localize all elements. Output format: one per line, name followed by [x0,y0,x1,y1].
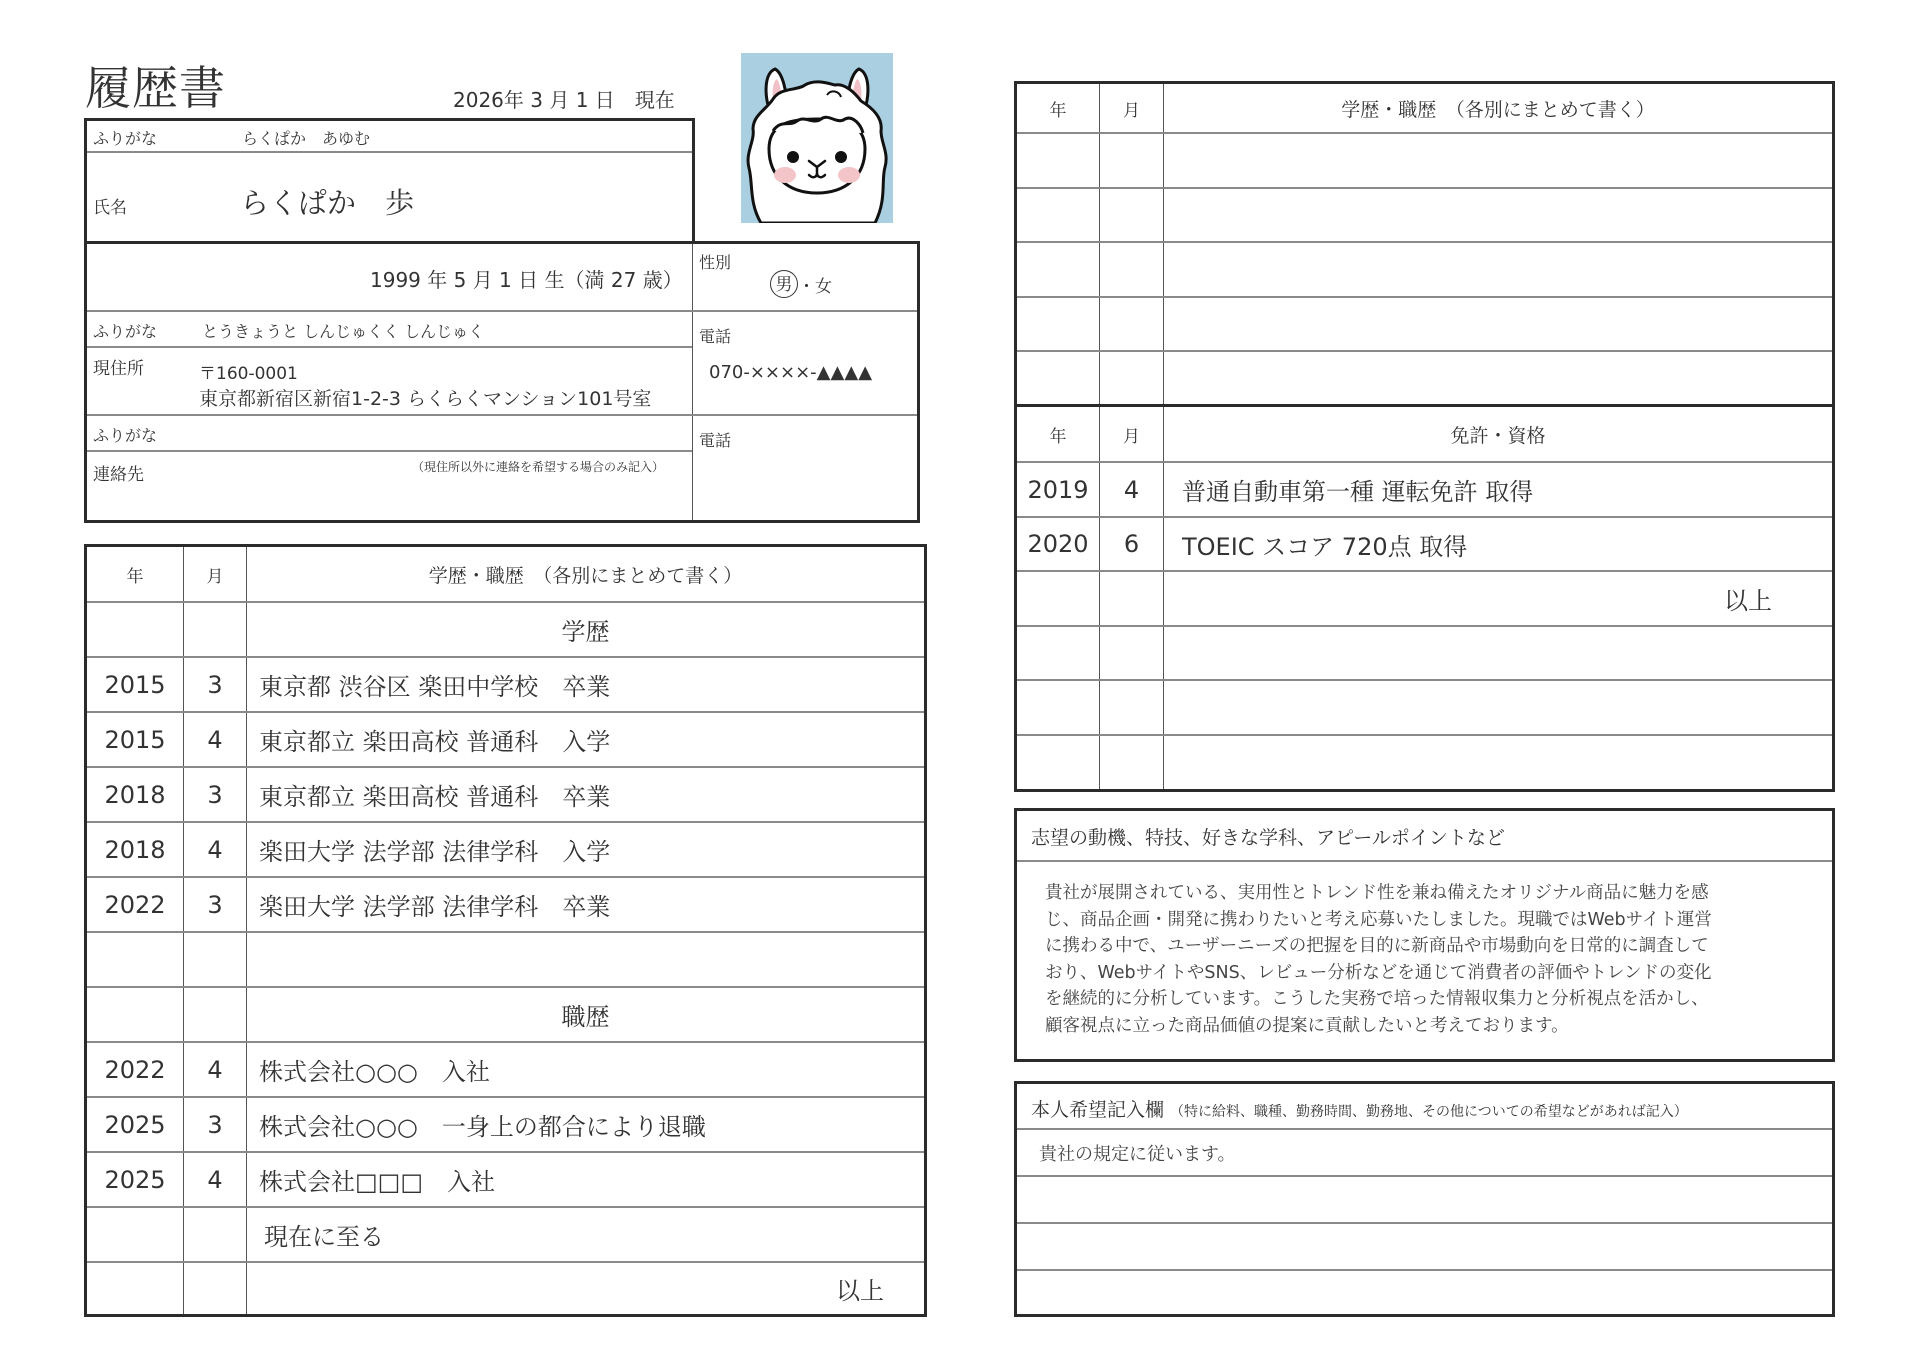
row-month [1099,298,1163,350]
row-month: 4 [183,1153,246,1206]
row-desc [1163,681,1832,734]
row-year: 2025 [104,1165,166,1194]
table-row [1017,736,1832,789]
table-row [1017,463,1832,518]
row-desc: 東京都立 楽田高校 普通科 卒業 [246,768,924,821]
row-month [1099,134,1163,187]
name-label: 氏名 [93,198,127,218]
row-year [1017,189,1099,241]
table-header-row [1017,84,1832,134]
table-row [87,933,924,988]
wishes-title: 本人希望記入欄 [1031,1099,1165,1121]
row-year: 2019 [1027,475,1089,504]
row-year: 2015 [104,725,166,754]
table-row [1017,134,1832,189]
postal-code: 〒160-0001 [199,364,298,384]
wishes-line [1017,1224,1832,1271]
table-row [1017,243,1832,298]
contact-label: 連絡先 [93,465,144,485]
header-month: 月 [1099,407,1163,461]
row-month: 3 [183,768,246,821]
table-header-row [87,547,924,603]
row-desc [1163,736,1832,789]
row-desc: 東京都立 楽田高校 普通科 入学 [246,713,924,766]
gender-label: 性別 [699,253,732,272]
row-month: 4 [183,823,246,876]
row-month [1099,736,1163,789]
row-month: 4 [183,1043,246,1096]
row-month [183,603,246,656]
row-year [1017,681,1099,734]
header-year: 年 [1049,426,1067,447]
row-desc [1163,134,1832,187]
header-month: 月 [1099,84,1163,132]
table-row [1017,681,1832,736]
table-row [1017,352,1832,407]
header-year: 年 [126,566,144,587]
address-furigana-value: とうきょうと しんじゅくく しんじゅく [202,322,485,341]
table-row [1017,189,1832,243]
table-row [1017,627,1832,681]
row-year [87,988,183,1041]
gender-male-selected[interactable]: 男 [770,270,798,298]
furigana-label: ふりがな [93,129,158,148]
row-desc: 楽田大学 法学部 法律学科 卒業 [246,878,924,931]
row-month: 3 [183,1098,246,1151]
motivation-line: 貴社が展開されている、実用性とトレンド性を兼ね備えたオリジナル商品に魅力を感 [1045,883,1709,903]
row-year [87,1208,183,1261]
document-title: 履歴書 [85,61,226,115]
contact-furigana-label: ふりがな [93,426,158,445]
row-desc: TOEIC スコア 720点 取得 [1163,518,1832,570]
motivation-line: おり、WebサイトやSNS、レビュー分析などを通じて消費者の評価やトレンドの変化 [1045,962,1712,983]
section-label-education: 学歴 [246,603,924,656]
table-row [87,1263,924,1314]
row-month: 3 [183,878,246,931]
row-month [1099,627,1163,679]
row-month: 4 [183,713,246,766]
gender-female[interactable]: 女 [815,276,832,297]
row-year [87,933,183,986]
row-year [1017,736,1099,789]
row-desc [1163,243,1832,296]
row-desc [1163,352,1832,404]
motivation-section [1014,808,1835,1062]
table-row [87,988,924,1043]
row-desc: 株式会社○○○ 入社 [246,1043,924,1096]
id-photo [741,53,893,223]
motivation-line: じ、商品企画・開発に携わりたいと考え応募いたしました。現職ではWebサイト運営 [1045,909,1712,930]
row-month: 4 [1099,463,1163,516]
row-year [1017,134,1099,187]
row-year [1017,298,1099,350]
end-marker: 以上 [1163,572,1832,625]
row-month [1099,572,1163,625]
wishes-line [1017,1177,1832,1224]
row-desc: 楽田大学 法学部 法律学科 入学 [246,823,924,876]
table-row [87,768,924,823]
wishes-heading [1017,1084,1832,1130]
row-desc: 普通自動車第一種 運転免許 取得 [1163,463,1832,516]
row-desc [1163,189,1832,241]
history-licenses-table [1014,81,1835,792]
table-row [87,1208,924,1263]
row-month: 3 [183,658,246,711]
row-desc: 株式会社○○○ 一身上の都合により退職 [246,1098,924,1151]
table-row [87,823,924,878]
row-desc: 現在に至る [246,1208,924,1261]
row-desc: 株式会社□□□ 入社 [246,1153,924,1206]
header-licenses: 免許・資格 [1163,407,1832,461]
header-year: 年 [1049,100,1067,121]
licenses-header-row [1017,407,1832,463]
row-desc [1163,627,1832,679]
address-label: 現住所 [93,359,144,379]
table-row [1017,572,1832,627]
table-row [87,1098,924,1153]
motivation-text [1045,880,1812,1039]
row-year: 2022 [104,1055,166,1084]
motivation-line: 顧客視点に立った商品価値の提案に貢献したいと考えております。 [1045,1015,1569,1036]
as-of-date: 2026年 3 月 1 日 現在 [453,88,675,112]
contact-phone-label: 電話 [699,431,732,450]
row-desc: 東京都 渋谷区 楽田中学校 卒業 [246,658,924,711]
gender-options [770,270,832,298]
row-desc [1163,298,1832,350]
row-month [1099,681,1163,734]
motivation-line: を継続的に分析しています。こうした実務で培った情報収集力と分析視点を活かし、 [1045,989,1709,1009]
personal-info-section [84,241,920,523]
phone-value: 070-××××-▲▲▲▲ [709,362,873,383]
header-month: 月 [183,547,246,601]
row-desc [246,933,924,986]
row-year: 2022 [104,890,166,919]
row-month [183,988,246,1041]
row-year [1017,243,1099,296]
row-month [1099,352,1163,404]
birthdate: 1999 年 5 月 1 日 生（満 27 歳） [370,268,683,292]
table-row [87,658,924,713]
wishes-note: （特に給料、職種、勤務時間、勤務地、その他についての希望などがあれば記入） [1170,1104,1688,1120]
row-year: 2025 [104,1110,166,1139]
personal-wishes-section [1014,1081,1835,1317]
table-row [87,1153,924,1208]
table-row [87,713,924,768]
alpaca-illustration-icon [741,53,893,223]
header-desc: 学歴・職歴 （各別にまとめて書く） [1163,84,1832,132]
row-year [87,1263,183,1314]
education-work-history-table [84,544,927,1317]
row-month [183,933,246,986]
gender-separator: ・ [798,276,815,297]
header-desc: 学歴・職歴 （各別にまとめて書く） [246,547,924,601]
motivation-heading: 志望の動機、特技、好きな学科、アピールポイントなど [1017,811,1832,862]
contact-note: （現住所以外に連絡を希望する場合のみ記入） [412,460,665,474]
row-year [1017,352,1099,404]
row-year [1017,572,1099,625]
furigana-value: らくぱか あゆむ [242,129,371,148]
name-section [84,118,695,244]
row-month [1099,189,1163,241]
name-value: らくぱか 歩 [240,186,415,220]
end-marker: 以上 [246,1263,924,1314]
section-label-work: 職歴 [246,988,924,1041]
address-value: 東京都新宿区新宿1-2-3 らくらくマンション101号室 [199,388,652,410]
row-month [1099,243,1163,296]
table-row [87,878,924,933]
row-year [87,603,183,656]
row-year: 2018 [104,835,166,864]
row-year: 2018 [104,780,166,809]
table-row [87,603,924,658]
row-year: 2020 [1027,530,1089,558]
wishes-line [1017,1271,1832,1314]
row-month: 6 [1099,518,1163,570]
phone-label: 電話 [699,327,732,346]
motivation-line: に携わる中で、ユーザーニーズの把握を目的に新商品や市場動向を日常的に調査して [1045,936,1709,956]
table-row [87,1043,924,1098]
table-row [1017,518,1832,572]
row-month [183,1263,246,1314]
row-year [1017,627,1099,679]
wishes-line: 貴社の規定に従います。 [1017,1130,1832,1177]
row-year: 2015 [104,670,166,699]
table-row [1017,298,1832,352]
address-furigana-label: ふりがな [93,322,158,341]
row-month [183,1208,246,1261]
